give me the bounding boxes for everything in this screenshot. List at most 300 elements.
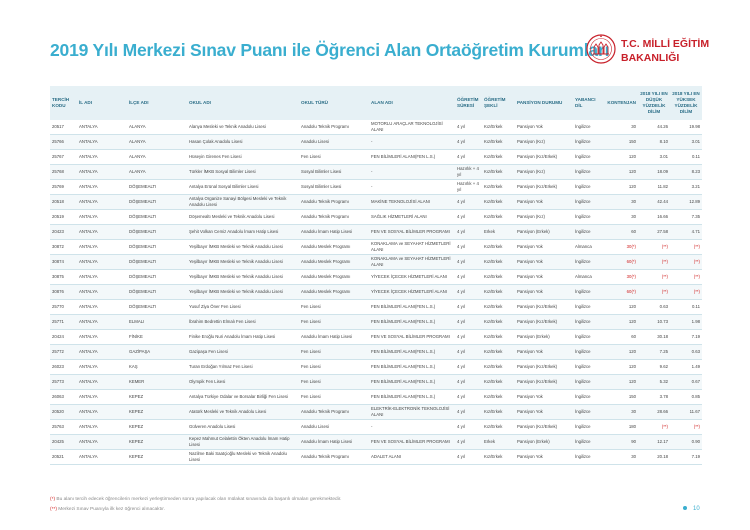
table-cell: DÖŞEMEALTI xyxy=(127,255,187,270)
table-cell: 30 xyxy=(603,450,638,465)
table-cell: 7.19 xyxy=(670,330,702,345)
table-cell: 90 xyxy=(603,435,638,450)
table-cell: Pansiyon Yok xyxy=(515,270,573,285)
table-cell: KEPEZ xyxy=(127,405,187,420)
table-cell: 4 yıl xyxy=(455,375,482,390)
table-cell: 120 xyxy=(603,150,638,165)
table-cell: İngilizce xyxy=(573,435,603,450)
table-cell: 4 yıl xyxy=(455,435,482,450)
table-cell: 30 xyxy=(603,195,638,210)
table-cell: Fen Lisesi xyxy=(299,390,369,405)
table-row xyxy=(50,120,702,135)
table-cell: ANTALYA xyxy=(77,390,127,405)
table-cell: 27.58 xyxy=(638,225,670,240)
table-cell: ANTALYA xyxy=(77,405,127,420)
table-cell: YİYECEK İÇECEK HİZMETLERİ ALANI xyxy=(369,270,455,285)
table-cell: 25763 xyxy=(50,420,77,435)
table-cell: 4 yıl xyxy=(455,420,482,435)
table-cell: Erkek xyxy=(482,435,515,450)
table-cell: 4 yıl xyxy=(455,120,482,135)
table-cell: DÖŞEMEALTI xyxy=(127,240,187,255)
table-cell: Kız/Erkek xyxy=(482,360,515,375)
table-cell: FEN BİLİMLERİ ALANI(FEN L.S.) xyxy=(369,345,455,360)
table-cell: Gazipaşa Fen Lisesi xyxy=(187,345,299,360)
table-row xyxy=(50,210,702,225)
table-row xyxy=(50,315,702,330)
table-cell: İngilizce xyxy=(573,150,603,165)
table-cell: FEN VE SOSYAL BİLİMLER PROGRAMI xyxy=(369,435,455,450)
table-cell: Anadolu İmam Hatip Lisesi xyxy=(299,435,369,450)
table-cell: MAKİNE TEKNOLOJİSİ ALANI xyxy=(369,195,455,210)
table-cell: 0.85 xyxy=(670,390,702,405)
table-cell: Kız/Erkek xyxy=(482,390,515,405)
table-cell: ANTALYA xyxy=(77,240,127,255)
table-cell: İngilizce xyxy=(573,315,603,330)
table-cell: Kız/Erkek xyxy=(482,285,515,300)
table-cell: İngilizce xyxy=(573,120,603,135)
table-cell: Pansiyon Yok xyxy=(515,450,573,465)
logo-line-1: T.C. MİLLİ EĞİTİM xyxy=(621,38,710,50)
table-cell: (**) xyxy=(670,420,702,435)
table-row xyxy=(50,255,702,270)
table-cell: Döşemealtı Mesleki ve Teknik Anadolu Lisesi xyxy=(187,210,299,225)
table-row xyxy=(50,345,702,360)
table-cell: 4 yıl xyxy=(455,240,482,255)
table-cell: İngilizce xyxy=(573,450,603,465)
table-row xyxy=(50,300,702,315)
table-cell: - xyxy=(369,180,455,195)
table-cell: 4 yıl xyxy=(455,330,482,345)
table-cell: 120 xyxy=(603,345,638,360)
table-cell: ANTALYA xyxy=(77,120,127,135)
table-cell: 28.66 xyxy=(638,405,670,420)
col-header: İLÇE ADI xyxy=(129,100,149,105)
table-cell: FEN BİLİMLERİ ALANI(FEN L.S.) xyxy=(369,390,455,405)
table-cell: ANTALYA xyxy=(77,210,127,225)
table-row xyxy=(50,240,702,255)
col-header: YABANCI DİL xyxy=(575,97,596,108)
table-cell: 11.82 xyxy=(638,180,670,195)
table-cell: ALANYA xyxy=(127,165,187,180)
table-cell: 25773 xyxy=(50,375,77,390)
col-header: OKUL TÜRÜ xyxy=(301,100,328,105)
table-cell: 20423 xyxy=(50,225,77,240)
table-cell: Yeşilbayır İMKB Mesleki ve Teknik Anadolu Lisesi xyxy=(187,270,299,285)
table-cell: Yeşilbayır İMKB Mesleki ve Teknik Anadolu Lisesi xyxy=(187,255,299,270)
table-cell: İngilizce xyxy=(573,420,603,435)
table-cell: 7.35 xyxy=(670,210,702,225)
table-cell: 4 yıl xyxy=(455,300,482,315)
table-cell: Pansiyon (Kız/Erkek) xyxy=(515,180,573,195)
table-cell: Kız/Erkek xyxy=(482,315,515,330)
table-cell: KONAKLAMA ve SEYAHAT HİZMETLERİ ALANI xyxy=(369,255,455,270)
table-cell: Anadolu Teknik Programı xyxy=(299,120,369,135)
table-cell: 30 xyxy=(603,405,638,420)
table-cell: Nazilme Baki Saatçioğlu Mesleki ve Teknik Anadolu Lisesi xyxy=(187,450,299,465)
table-cell: 44.26 xyxy=(638,120,670,135)
table-cell: Anadolu Meslek Programı xyxy=(299,270,369,285)
table-cell: Anadolu Lisesi xyxy=(299,420,369,435)
table-cell: Alanya Mesleki ve Teknik Anadolu Lisesi xyxy=(187,120,299,135)
table-cell: KEMER xyxy=(127,375,187,390)
table-cell: İngilizce xyxy=(573,375,603,390)
table-cell: KEPEZ xyxy=(127,435,187,450)
footnote-mark: (*) xyxy=(50,497,56,502)
table-cell: 7.25 xyxy=(638,345,670,360)
table-cell: 25771 xyxy=(50,315,77,330)
table-cell: 3.01 xyxy=(638,150,670,165)
table-cell: Pansiyon (Kız/Erkek) xyxy=(515,315,573,330)
table-row xyxy=(50,450,702,465)
footnote-2 xyxy=(50,507,165,512)
table-cell: 120 xyxy=(603,360,638,375)
table-cell: FEN BİLİMLERİ ALANI(FEN L.S.) xyxy=(369,300,455,315)
table-cell: 10.73 xyxy=(638,315,670,330)
table-row xyxy=(50,360,702,375)
table-cell: 7.19 xyxy=(670,450,702,465)
table-cell: Kız/Erkek xyxy=(482,120,515,135)
footnote-text: Merkezi Sınav Puanıyla ilk kez öğrenci alınacaktır. xyxy=(56,507,165,512)
table-cell: 30 xyxy=(603,120,638,135)
table-cell: 0.11 xyxy=(670,300,702,315)
table-cell: 12.89 xyxy=(670,195,702,210)
table-cell: 4 yıl xyxy=(455,315,482,330)
table-cell: Hüseyin Girenes Fen Lisesi xyxy=(187,150,299,165)
table-cell: Olympik Fen Lisesi xyxy=(187,375,299,390)
footnote-mark: (**) xyxy=(50,507,57,512)
table-cell: Kız/Erkek xyxy=(482,165,515,180)
table-cell: Fen Lisesi xyxy=(299,300,369,315)
table-cell: 30875 xyxy=(50,270,77,285)
table-cell: Antalya Erünal Sosyal Bilimler Lisesi xyxy=(187,180,299,195)
table-cell: Almanca xyxy=(573,240,603,255)
table-cell: 25770 xyxy=(50,300,77,315)
table-row xyxy=(50,270,702,285)
table-cell: FİNİKE xyxy=(127,330,187,345)
table-cell: YİYECEK İÇECEK HİZMETLERİ ALANI xyxy=(369,285,455,300)
table-cell: Kız/Erkek xyxy=(482,405,515,420)
table-cell: Pansiyon (Kız) xyxy=(515,210,573,225)
table-cell: - xyxy=(369,420,455,435)
table-cell: Fen Lisesi xyxy=(299,315,369,330)
table-cell: İngilizce xyxy=(573,405,603,420)
ministry-logo xyxy=(585,32,710,68)
table-cell: 120 xyxy=(603,165,638,180)
table-cell: 4 yıl xyxy=(455,360,482,375)
table-cell: 4 yıl xyxy=(455,285,482,300)
table-cell: Fen Lisesi xyxy=(299,360,369,375)
table-cell: ANTALYA xyxy=(77,150,127,165)
table-cell: Şehit Volkan Cemiz Anadolu İmam Hatip Lisesi xyxy=(187,225,299,240)
table-cell: 60(*) xyxy=(603,255,638,270)
col-header: ALAN ADI xyxy=(371,100,393,105)
table-cell: Kız/Erkek xyxy=(482,300,515,315)
table-cell: Pansiyon (Kız) xyxy=(515,165,573,180)
table-cell: 4 yıl xyxy=(455,270,482,285)
table-cell: DÖŞEMEALTI xyxy=(127,210,187,225)
table-cell: FEN BİLİMLERİ ALANI(FEN L.S.) xyxy=(369,315,455,330)
table-cell: SAĞLIK HİZMETLERİ ALANI xyxy=(369,210,455,225)
table-cell: Kız/Erkek xyxy=(482,240,515,255)
table-cell: Kız/Erkek xyxy=(482,135,515,150)
table-cell: 16.66 xyxy=(638,210,670,225)
table-cell: İbrahim Bedrettin Elmalı Fen Lisesi xyxy=(187,315,299,330)
table-cell: İngilizce xyxy=(573,360,603,375)
table-cell: 4 yıl xyxy=(455,390,482,405)
table-cell: 4 yıl xyxy=(455,450,482,465)
table-cell: ALANYA xyxy=(127,135,187,150)
table-cell: Hazırlık + 4 yıl xyxy=(455,165,482,180)
table-cell: İngilizce xyxy=(573,180,603,195)
table-cell: 12.17 xyxy=(638,435,670,450)
table-cell: Kız/Erkek xyxy=(482,270,515,285)
table-cell: KAŞ xyxy=(127,360,187,375)
table-cell: (**) xyxy=(638,270,670,285)
table-cell: 30876 xyxy=(50,285,77,300)
table-cell: 1.98 xyxy=(670,315,702,330)
table-cell: MOTORLU ARAÇLAR TEKNOLOJİSİ ALANI xyxy=(369,120,455,135)
ministry-emblem-icon xyxy=(585,32,617,66)
table-cell: GAZİPAŞA xyxy=(127,345,187,360)
table-cell: Pansiyon Yok xyxy=(515,195,573,210)
table-cell: Fen Lisesi xyxy=(299,345,369,360)
page-number: 10 xyxy=(693,506,700,512)
table-cell: - xyxy=(369,165,455,180)
table-cell: ANTALYA xyxy=(77,330,127,345)
table-cell: Kız/Erkek xyxy=(482,345,515,360)
table-cell: 11.67 xyxy=(670,405,702,420)
logo-line-2: BAKANLIĞI xyxy=(621,52,680,64)
table-cell: Pansiyon (Kız) xyxy=(515,135,573,150)
table-cell: Anadolu Teknik Programı xyxy=(299,450,369,465)
table-cell: 26023 xyxy=(50,360,77,375)
table-cell: İngilizce xyxy=(573,345,603,360)
table-cell: 4 yıl xyxy=(455,405,482,420)
footnote-text: Bu alanı tercih edecek öğrencilerin merkezi yerleştirmeden sonra yapılacak olan mülakat sınavında da başarılı olmaları gerekmektedir. xyxy=(55,497,342,502)
table-cell: ANTALYA xyxy=(77,420,127,435)
page-indicator xyxy=(683,506,700,512)
table-cell: 25766 xyxy=(50,135,77,150)
table-cell: 20521 xyxy=(50,450,77,465)
table-cell: DÖŞEMEALTI xyxy=(127,270,187,285)
table-cell: Pansiyon Yok xyxy=(515,240,573,255)
table-cell: 0.90 xyxy=(670,435,702,450)
table-cell: 30(*) xyxy=(603,240,638,255)
table-cell: Pansiyon (Kız/Erkek) xyxy=(515,420,573,435)
table-cell: (**) xyxy=(638,240,670,255)
table-row xyxy=(50,195,702,210)
table-cell: 30874 xyxy=(50,255,77,270)
table-cell: Anadolu Teknik Programı xyxy=(299,210,369,225)
table-cell: (**) xyxy=(670,285,702,300)
table-row xyxy=(50,420,702,435)
table-cell: (**) xyxy=(638,285,670,300)
table-cell: 3.21 xyxy=(670,180,702,195)
table-cell: DÖŞEMEALTI xyxy=(127,225,187,240)
table-cell: FEN BİLİMLERİ ALANI(FEN L.S.) xyxy=(369,150,455,165)
table-row xyxy=(50,150,702,165)
table-cell: İngilizce xyxy=(573,225,603,240)
table-cell: FEN VE SOSYAL BİLİMLER PROGRAMI xyxy=(369,330,455,345)
table-cell: DÖŞEMEALTI xyxy=(127,180,187,195)
table-row xyxy=(50,405,702,420)
table-cell: ANTALYA xyxy=(77,345,127,360)
table-cell: 180 xyxy=(603,420,638,435)
table-cell: 4 yıl xyxy=(455,345,482,360)
col-header: TERCİH KODU xyxy=(52,97,70,108)
table-cell: Pansiyon Yok xyxy=(515,285,573,300)
table-cell: ANTALYA xyxy=(77,300,127,315)
table-cell: 20518 xyxy=(50,195,77,210)
table-cell: Kız/Erkek xyxy=(482,195,515,210)
table-cell: 0.67 xyxy=(670,375,702,390)
table-cell: İngilizce xyxy=(573,285,603,300)
table-cell: ANTALYA xyxy=(77,315,127,330)
table-cell: Anadolu İmam Hatip Lisesi xyxy=(299,330,369,345)
table-cell: Kız/Erkek xyxy=(482,180,515,195)
table-row xyxy=(50,435,702,450)
table-cell: ADALET ALANI xyxy=(369,450,455,465)
table-cell: 4 yıl xyxy=(455,135,482,150)
table-cell: 30872 xyxy=(50,240,77,255)
table-row xyxy=(50,135,702,150)
table-cell: Pansiyon (Kız/Erkek) xyxy=(515,300,573,315)
table-cell: 4 yıl xyxy=(455,210,482,225)
table-cell: Hazırlık + 4 yıl xyxy=(455,180,482,195)
table-cell: 8.23 xyxy=(670,165,702,180)
table-cell: 4 yıl xyxy=(455,150,482,165)
table-cell: 60 xyxy=(603,330,638,345)
table-cell: Yeşilbayır İMKB Mesleki ve Teknik Anadolu Lisesi xyxy=(187,285,299,300)
table-cell: Anadolu Meslek Programı xyxy=(299,255,369,270)
table-cell: ANTALYA xyxy=(77,270,127,285)
table-cell: 3.01 xyxy=(670,135,702,150)
table-cell: Hasan Çolak Anadolu Lisesi xyxy=(187,135,299,150)
page-dot-icon xyxy=(683,506,687,510)
table-cell: Gülveren Anadolu Lisesi xyxy=(187,420,299,435)
table-cell: ANTALYA xyxy=(77,225,127,240)
table-cell: 25767 xyxy=(50,150,77,165)
table-cell: 18.09 xyxy=(638,165,670,180)
col-header: İL ADI xyxy=(79,100,93,105)
table-cell: Fen Lisesi xyxy=(299,375,369,390)
table-cell: DÖŞEMEALTI xyxy=(127,195,187,210)
table-cell: Anadolu Meslek Programı xyxy=(299,285,369,300)
table-cell: ALANYA xyxy=(127,150,187,165)
table-cell: İngilizce xyxy=(573,135,603,150)
table-cell: 120 xyxy=(603,300,638,315)
table-cell: Pansiyon Yok xyxy=(515,405,573,420)
table-cell: İngilizce xyxy=(573,255,603,270)
table-cell: Anadolu Meslek Programı xyxy=(299,240,369,255)
table-cell: Finike Eroğlu Nuri Anadolu İmam Hatip Lisesi xyxy=(187,330,299,345)
table-cell: İngilizce xyxy=(573,195,603,210)
table-cell: 60 xyxy=(603,225,638,240)
table-cell: (**) xyxy=(670,270,702,285)
table-cell: 42.44 xyxy=(638,195,670,210)
col-header: OKUL ADI xyxy=(189,100,211,105)
col-header: KONTENJAN xyxy=(607,100,636,105)
table-cell: 5.32 xyxy=(638,375,670,390)
col-header: 2018 YILI EN DÜŞÜK YÜZDELİK DİLİM xyxy=(640,91,668,114)
table-cell: Kız/Erkek xyxy=(482,255,515,270)
table-cell: ANTALYA xyxy=(77,285,127,300)
table-cell: Turan Erdoğan Yılmaz Fen Lisesi xyxy=(187,360,299,375)
table-cell: ELEKTRİK-ELEKTRONİK TEKNOLOJİSİ ALANI xyxy=(369,405,455,420)
table-row xyxy=(50,330,702,345)
table-cell: 1.49 xyxy=(670,360,702,375)
table-cell: 4 yıl xyxy=(455,195,482,210)
col-header: 2018 YILI EN YÜKSEK YÜZDELİK DİLİM xyxy=(672,91,700,114)
table-cell: 20519 xyxy=(50,210,77,225)
table-cell: (**) xyxy=(638,255,670,270)
table-cell: ALANYA xyxy=(127,120,187,135)
table-cell: (**) xyxy=(670,255,702,270)
table-cell: 60(*) xyxy=(603,285,638,300)
table-cell: 30(*) xyxy=(603,270,638,285)
table-cell: 8.10 xyxy=(638,135,670,150)
table-cell: 150 xyxy=(603,390,638,405)
table-cell: Yeşilbayır İMKB Mesleki ve Teknik Anadolu Lisesi xyxy=(187,240,299,255)
table-cell: 120 xyxy=(603,315,638,330)
table-cell: 150 xyxy=(603,135,638,150)
col-header: ÖĞRETİM ŞEKLİ xyxy=(484,97,506,108)
table-cell: ANTALYA xyxy=(77,135,127,150)
table-cell: 4 yıl xyxy=(455,255,482,270)
table-cell: 26063 xyxy=(50,390,77,405)
table-cell: FEN BİLİMLERİ ALANI(FEN L.S.) xyxy=(369,375,455,390)
footnote-1 xyxy=(50,497,341,502)
table-cell: 0.63 xyxy=(638,300,670,315)
table-cell: KEPEZ xyxy=(127,390,187,405)
table-cell: Anadolu Teknik Programı xyxy=(299,195,369,210)
table-cell: ANTALYA xyxy=(77,360,127,375)
table-cell: Pansiyon Yok xyxy=(515,255,573,270)
table-cell: 25772 xyxy=(50,345,77,360)
table-cell: 3.78 xyxy=(638,390,670,405)
table-cell: Kız/Erkek xyxy=(482,375,515,390)
table-cell: (**) xyxy=(638,420,670,435)
table-cell: 20424 xyxy=(50,330,77,345)
table-cell: 4.71 xyxy=(670,225,702,240)
table-row xyxy=(50,180,702,195)
table-cell: İngilizce xyxy=(573,330,603,345)
table-cell: Antalya Organize Sanayi Bölgesi Mesleki ve Teknik Anadolu Lisesi xyxy=(187,195,299,210)
table-cell: Pansiyon (Erkek) xyxy=(515,225,573,240)
table-cell: Pansiyon (Kız/Erkek) xyxy=(515,360,573,375)
table-cell: Pansiyon Yok xyxy=(515,345,573,360)
table-cell: İngilizce xyxy=(573,165,603,180)
table-cell: Kız/Erkek xyxy=(482,210,515,225)
table-cell: İngilizce xyxy=(573,390,603,405)
table-cell: KEPEZ xyxy=(127,450,187,465)
page-title: 2019 Yılı Merkezi Sınav Puanı ile Öğrenci Alan Ortaöğretim Kurumları xyxy=(50,40,610,60)
table-cell: 120 xyxy=(603,375,638,390)
table-cell: İngilizce xyxy=(573,300,603,315)
table-cell: Pansiyon (Kız/Erkek) xyxy=(515,150,573,165)
table-cell: 25769 xyxy=(50,180,77,195)
table-cell: 0.11 xyxy=(670,150,702,165)
table-cell: ANTALYA xyxy=(77,195,127,210)
table-cell: ANTALYA xyxy=(77,450,127,465)
table-cell: KEPEZ xyxy=(127,420,187,435)
table-cell: Pansiyon (Kız/Erkek) xyxy=(515,375,573,390)
table-cell: 20425 xyxy=(50,435,77,450)
table-cell: Anadolu İmam Hatip Lisesi xyxy=(299,225,369,240)
table-cell: Yusuf Ziya Öner Fen Lisesi xyxy=(187,300,299,315)
table-cell: Almanca xyxy=(573,270,603,285)
col-header: ÖĞRETİM SÜRESİ xyxy=(457,97,479,108)
